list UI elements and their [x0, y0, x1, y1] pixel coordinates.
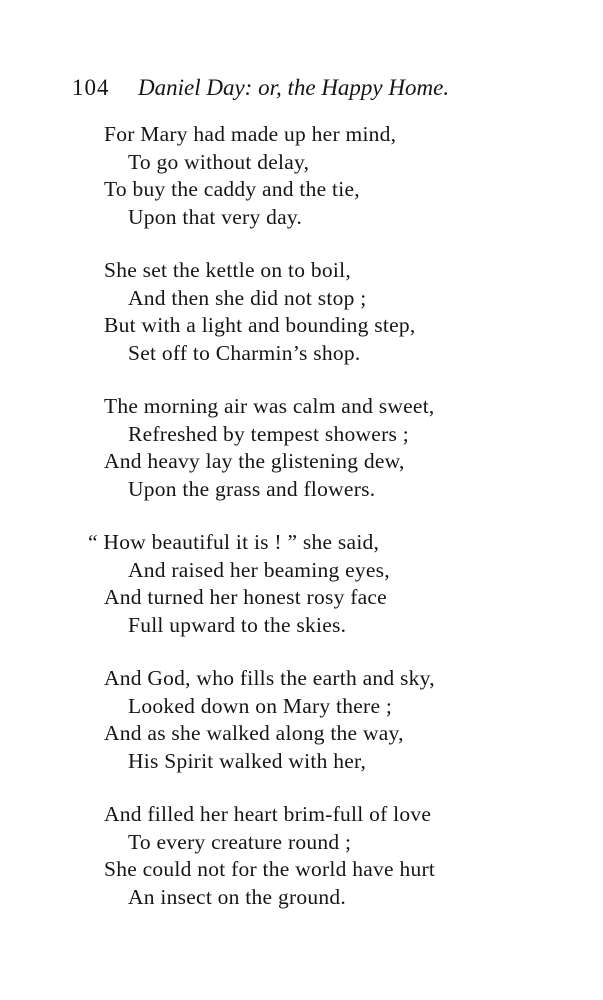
stanza-2: [104, 257, 574, 367]
poem-line: An insect on the ground.: [128, 884, 346, 909]
poem-line: She could not for the world have hurt: [104, 857, 436, 881]
poem-line: “ How beautiful it is ! ” she said,: [88, 530, 380, 554]
poem-line: The morning air was calm and sweet,: [104, 394, 435, 418]
poem-line: To every creature round ;: [128, 829, 352, 854]
poem-line: Upon the grass and flowers.: [128, 476, 376, 501]
poem-line: And then she did not stop ;: [128, 285, 367, 310]
poem-line: And filled her heart brim-full of love: [104, 802, 432, 826]
poem-line: For Mary had made up her mind,: [104, 122, 397, 146]
poem-line: She set the kettle on to boil,: [104, 258, 351, 282]
poem-line: Set off to Charmin’s shop.: [128, 340, 361, 365]
poem-line: Upon that very day.: [128, 204, 303, 229]
stanza-4: [88, 529, 574, 639]
stanza-6: [104, 801, 574, 911]
poem-line: To go without delay,: [128, 149, 310, 174]
poem-line: And raised her beaming eyes,: [128, 557, 390, 582]
poem-line: His Spirit walked with her,: [128, 748, 367, 773]
stanza-5: [104, 665, 574, 775]
poem-line: Full upward to the skies.: [128, 612, 347, 637]
poem-line: And as she walked along the way,: [104, 721, 404, 745]
poem-line: And turned her honest rosy face: [104, 585, 387, 609]
running-title: Daniel Day: or, the Happy Home.: [138, 75, 450, 100]
poem-line: To buy the caddy and the tie,: [104, 177, 360, 201]
stanza-3: [104, 393, 574, 503]
page-number: 104: [72, 75, 110, 100]
poem-line: And heavy lay the glistening dew,: [104, 449, 405, 473]
running-head: [72, 72, 532, 104]
poem-line: And God, who fills the earth and sky,: [104, 666, 435, 690]
poem-line: But with a light and bounding step,: [104, 313, 416, 337]
stanza-1: [104, 121, 574, 231]
poem: [88, 121, 574, 937]
poem-line: Looked down on Mary there ;: [128, 693, 393, 718]
poem-line: Refreshed by tempest showers ;: [128, 421, 409, 446]
